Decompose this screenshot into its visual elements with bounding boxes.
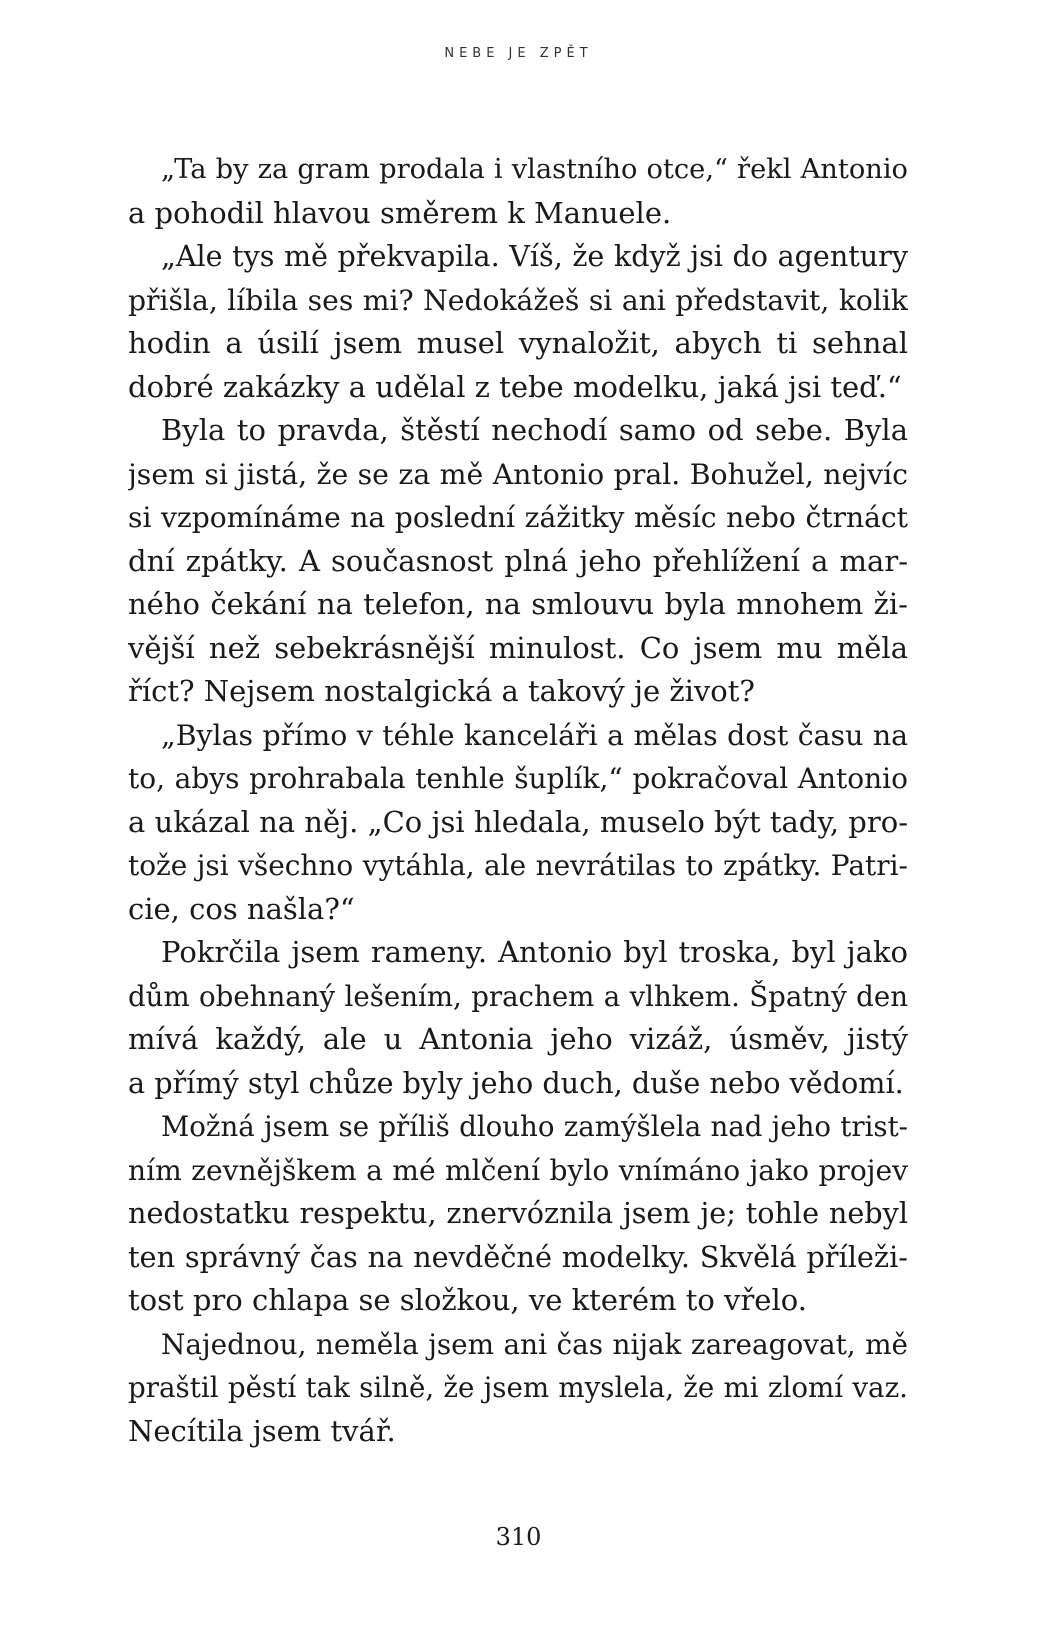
text-line: a pohodil hlavou směrem k Manuele. <box>128 195 672 230</box>
text-line: ného čekání na telefon, na smlouvu byla mnohem ži- <box>128 587 908 621</box>
text-line: Byla to pravda, štěstí nechodí samo od sebe. Byla <box>161 413 908 447</box>
text-line: ten správný čas na nevděčné modelky. Skvělá příleži- <box>128 1239 908 1274</box>
text-line: „Ale tys mě překvapila. Víš, že když jsi do agentury <box>161 239 908 273</box>
text-line: Najednou, neměla jsem ani čas nijak zareagovat, mě <box>161 1327 908 1361</box>
text-line: „Ta by za gram prodala i vlastního otce,“ řekl Antonio <box>161 154 908 185</box>
text-line: „Bylas přímo v téhle kanceláři a mělas dost času na <box>161 718 908 752</box>
running-head: NEBE JE ZPĚT <box>444 46 593 61</box>
text-line: vější než sebekrásnější minulost. Co jsem mu měla <box>128 630 908 665</box>
text-line: říct? Nejsem nostalgická a takový je život? <box>128 674 755 708</box>
text-line: a ukázal na něj. „Co jsi hledala, muselo být tady, pro- <box>128 804 908 839</box>
text-line: praštil pěstí tak silně, že jsem myslela, že mi zlomí vaz. <box>128 1371 908 1404</box>
text-line: to, abys prohrabala tenhle šuplík,“ pokračoval Antonio <box>128 762 908 795</box>
body-text <box>128 148 908 1453</box>
text-line: mívá každý, ale u Antonia jeho vizáž, úsměv, jistý <box>128 1022 908 1056</box>
text-line: Pokrčila jsem rameny. Antonio byl troska, byl jako <box>161 935 908 969</box>
text-line: hodin a úsilí jsem musel vynaložit, abych ti sehnal <box>128 326 908 360</box>
page-number: 310 <box>495 1523 542 1551</box>
text-line: si vzpomínáme na poslední zážitky měsíc nebo čtrnáct <box>128 501 908 534</box>
text-line: Necítila jsem tvář. <box>128 1413 396 1448</box>
text-line: dům obehnaný lešením, prachem a vlhkem. Špatný den <box>128 979 908 1013</box>
text-line: nedostatku respektu, znervóznila jsem je; tohle nebyl <box>128 1196 908 1230</box>
text-line: dní zpátky. A současnost plná jeho přehlížení a mar- <box>128 543 908 578</box>
text-line: cie, cos našla?“ <box>128 891 355 926</box>
text-line: přišla, líbila ses mi? Nedokážeš si ani představit, kolik <box>128 283 908 317</box>
text-line: a přímý styl chůze byly jeho duch, duše nebo vědomí. <box>128 1065 904 1100</box>
text-line: Možná jsem se příliš dlouho zamýšlela nad jeho trist- <box>161 1110 908 1143</box>
text-line: ním zevnějškem a mé mlčení bylo vnímáno jako projev <box>128 1153 908 1187</box>
text-line: dobré zakázky a udělal z tebe modelku, jaká jsi teď.“ <box>128 369 902 404</box>
text-line: jsem si jistá, že se za mě Antonio pral. Bohužel, nejvíc <box>128 457 908 491</box>
text-line: tože jsi všechno vytáhla, ale nevrátilas to zpátky. Patri- <box>128 849 908 882</box>
text-line: tost pro chlapa se složkou, ve kterém to vřelo. <box>128 1283 807 1317</box>
